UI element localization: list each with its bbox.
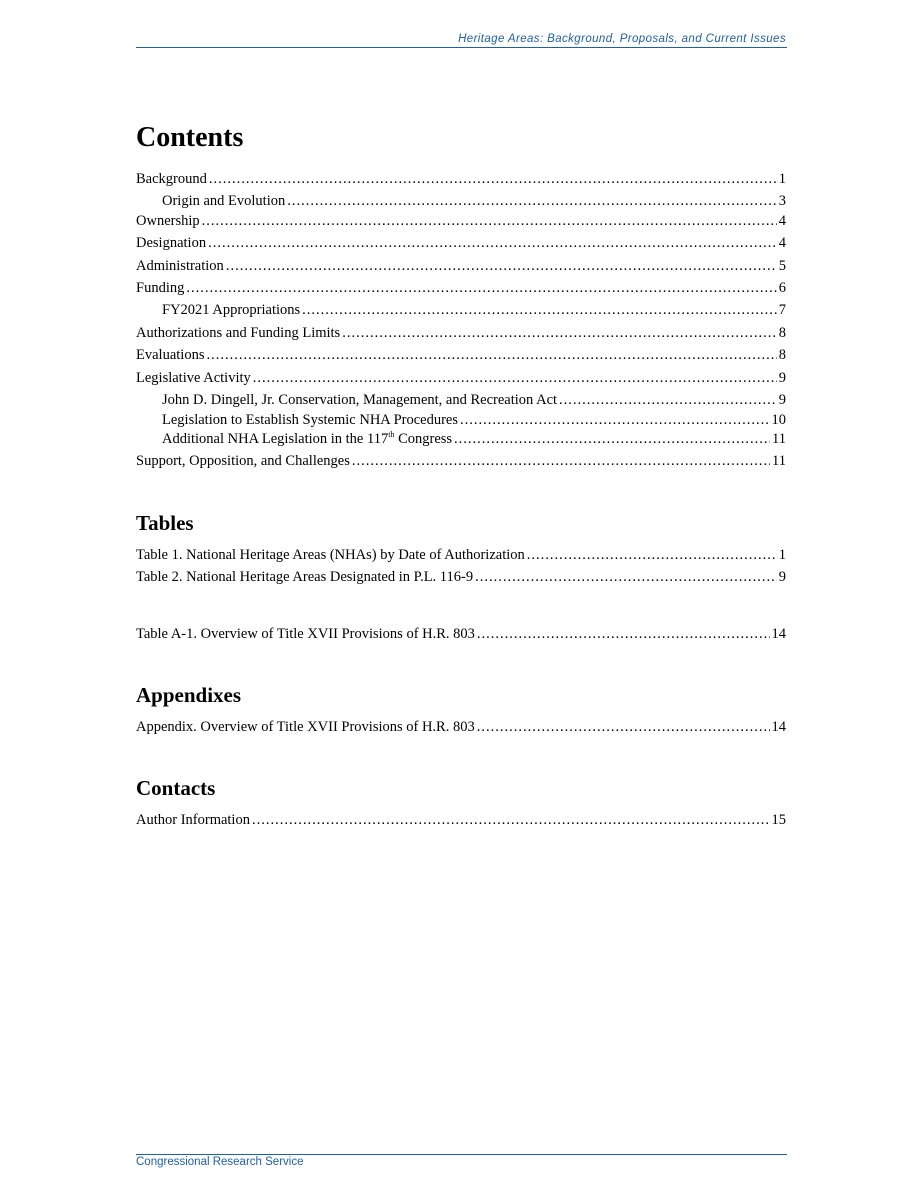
toc-entry-authorizations[interactable] [136,324,786,346]
toc-entry-title: John D. Dingell, Jr. Conservation, Management, and Recreation Act [162,392,558,409]
leader-dots [475,568,777,586]
appendixes-heading: Appendixes [136,682,242,707]
toc-entry-designation[interactable] [136,234,786,256]
toc-entry-background[interactable] [136,170,786,192]
toc-entry-page: 14 [771,625,786,642]
leader-dots [477,625,770,643]
toc-entry-legislative-activity[interactable] [136,369,786,391]
contacts-heading: Contacts [136,776,216,801]
running-header: Heritage Areas: Background, Proposals, and Current Issues [458,33,786,45]
leader-dots [302,301,777,319]
toc-entry-page: 1 [778,171,786,187]
toc-entry-page: 15 [771,812,786,829]
ordinal-suffix: th [388,430,395,440]
leader-dots [206,346,776,364]
leader-dots [209,170,777,188]
toc-entry-page: 10 [771,411,786,428]
toc-entry-support-opposition[interactable] [136,452,786,474]
contents-list [136,170,786,475]
leader-dots [342,324,777,342]
contacts-list [136,811,786,833]
toc-entry-title: Support, Opposition, and Challenges [136,453,350,470]
leader-dots [202,212,777,230]
contents-heading: Contents [136,122,244,153]
toc-entry-ownership[interactable] [136,212,786,234]
title-text: Additional NHA Legislation in the 117 [162,431,389,448]
tables-heading: Tables [136,510,194,535]
footer-rule [136,1154,787,1155]
leader-dots [186,279,776,297]
toc-entry-page: 14 [771,718,786,735]
toc-entry-page: 9 [778,569,786,586]
toc-entry-title: Appendix. Overview of Title XVII Provisions of H.R. 803 [136,718,475,735]
toc-entry-page: 9 [778,392,786,409]
leader-dots [208,234,777,252]
leader-dots [527,546,777,564]
toc-entry-title: Authorizations and Funding Limits [136,324,341,341]
toc-entry-table-a1[interactable] [136,625,786,647]
toc-entry-page: 1 [778,546,786,563]
leader-dots [559,391,777,409]
toc-entry-page: 3 [778,193,786,210]
toc-page-content [136,122,786,834]
header-rule [136,47,787,48]
toc-entry-page: 8 [778,324,786,341]
leader-dots [253,369,777,387]
toc-entry-title: Designation [136,235,207,252]
leader-dots [287,192,777,210]
toc-entry-title: Evaluations [136,347,205,364]
toc-entry-title: Table 2. National Heritage Areas Designated in P.L. 116-9 [136,569,474,586]
toc-entry-table-2[interactable] [136,568,786,590]
tables-list [136,546,786,647]
leader-dots [252,811,770,829]
toc-entry-page: 7 [778,302,786,319]
toc-entry-title: Table 1. National Heritage Areas (NHAs) by Date of Authorization [136,546,525,563]
toc-entry-origin-and-evolution[interactable] [136,192,786,212]
toc-entry-title: Legislative Activity [136,369,251,386]
toc-entry-title: Ownership [136,212,200,229]
toc-entry-page: 6 [778,280,786,297]
toc-entry-title: Funding [136,280,185,297]
toc-entry-title: Table A-1. Overview of Title XVII Provisions of H.R. 803 [136,625,475,642]
toc-entry-table-1[interactable] [136,546,786,568]
toc-entry-title: FY2021 Appropriations [162,302,301,319]
footer-org: Congressional Research Service [136,1156,304,1168]
appendixes-list [136,718,786,740]
leader-dots [352,452,770,470]
toc-entry-appendix[interactable] [136,718,786,740]
toc-entry-dingell-act[interactable] [136,391,786,411]
toc-entry-title: Origin and Evolution [162,193,286,210]
toc-entry-page: 4 [778,212,786,229]
toc-entry-title [162,430,452,448]
toc-entry-page: 11 [772,431,786,448]
toc-entry-title: Author Information [136,812,250,829]
toc-entry-page: 9 [778,369,786,386]
title-text-end: Congress [394,431,453,448]
toc-entry-title: Background [136,171,207,187]
leader-dots [477,718,770,736]
toc-entry-funding[interactable] [136,279,786,301]
leader-dots [460,411,769,429]
toc-entry-administration[interactable] [136,257,786,279]
toc-entry-additional-nha-legislation[interactable] [136,430,786,452]
toc-entry-page: 4 [778,235,786,252]
toc-entry-page: 8 [778,347,786,364]
toc-entry-title: Administration [136,257,224,274]
toc-entry-page: 5 [778,257,786,274]
leader-dots [226,257,777,275]
toc-entry-title: Legislation to Establish Systemic NHA Procedures [162,411,459,428]
toc-entry-evaluations[interactable] [136,346,786,368]
toc-entry-fy2021-appropriations[interactable] [136,301,786,323]
leader-dots [454,430,770,448]
toc-entry-page: 11 [772,453,786,470]
toc-entry-author-information[interactable] [136,811,786,833]
toc-entry-systemic-procedures[interactable] [136,411,786,431]
